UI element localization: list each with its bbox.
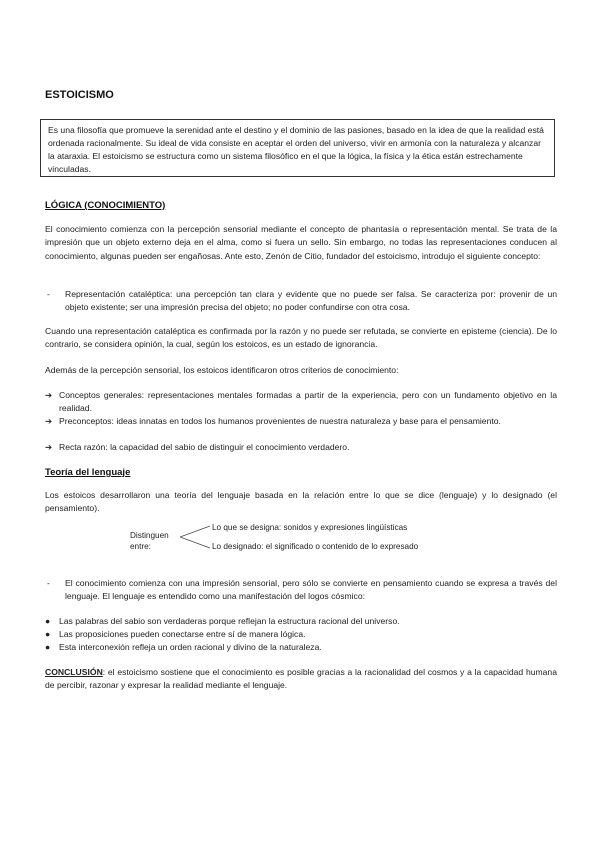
arrow-icon: ➔ [45, 416, 53, 426]
logos-point-text: Las proposiciones pueden conectarse entre sí de manera lógica. [59, 629, 306, 639]
diagram-branch-2: Lo designado: el significado o contenido de lo expresado [212, 542, 419, 551]
diagram-left-label: Distinguen entre: [130, 531, 169, 551]
distinction-diagram [130, 520, 460, 556]
logos-point-text: Esta interconexión refleja un orden racional y divino de la naturaleza. [59, 642, 322, 652]
arrow-icon: ➔ [45, 442, 53, 452]
intro-box [40, 119, 555, 177]
lenguaje-paragraph-1: Los estoicos desarrollaron una teoría del lenguaje basada en la relación entre lo que se dice (lenguaje) y lo designado (el pensamiento). [45, 490, 557, 514]
branch-lines [180, 524, 212, 550]
logica-paragraph-1: El conocimiento comienza con la percepción sensorial mediante el concepto de phantasía o representación mental. Se trata de la impresión que un objeto externo deja en el alma, como si fuera un sello. Sin embargo, no todas las representaciones conducen al conocimiento, algunas pueden ser engañosas. Ante esto, Zenón de Citio, fundador del estoicismo, introdujo el siguiente concepto: [45, 224, 557, 261]
section-heading-logica: LÓGICA (CONOCIMIENTO) [45, 200, 166, 211]
bullet-dot-icon: ● [45, 616, 51, 626]
arrow-icon: ➔ [45, 390, 53, 400]
dash-mark: - [47, 578, 50, 588]
conclusion-paragraph [45, 666, 557, 693]
logica-paragraph-3: Además de la percepción sensorial, los estoicos identificaron otros criterios de conocimiento: [45, 365, 399, 375]
page-title: ESTOICISMO [45, 89, 114, 101]
conclusion-text: : el estoicismo sostiene que el conocimiento es posible gracias a la racionalidad del cosmos y a la capacidad humana de percibir, razonar y expresar la realidad mediante el lenguaje. [45, 667, 557, 691]
criteria-text: Conceptos generales: representaciones mentales formadas a partir de la experiencia, pero con un fundamento objetivo en la realidad. [59, 390, 557, 413]
bullet-dot-icon: ● [45, 642, 51, 652]
section-heading-lenguaje: Teoría del lenguaje [45, 467, 131, 478]
bullet-dot-icon: ● [45, 629, 51, 639]
conclusion-label: CONCLUSIÓN [45, 667, 103, 677]
criteria-text: Recta razón: la capacidad del sabio de distinguir el conocimiento verdadero. [59, 442, 350, 452]
dash-mark: - [47, 289, 50, 299]
diagram-branch-1: Lo que se designa: sonidos y expresiones lingüísticas [212, 523, 408, 532]
criteria-text: Preconceptos: ideas innatas en todos los humanos provenientes de nuestra naturaleza y base para el pensamiento. [59, 416, 501, 426]
logica-paragraph-2: Cuando una representación cataléptica es confirmada por la razón y no puede ser refutada, se convierte en episteme (ciencia). De lo contrario, se considera opinión, la cual, según los estoicos, es un estado de ignorancia. [45, 326, 557, 350]
dash-item-text: Representación cataléptica: una percepción tan clara y evidente que no puede ser falsa. Se caracteriza por: provenir de un objeto existente; ser una impresión precisa del objeto; no poder confundirse con otra cosa. [65, 289, 557, 312]
logos-point-text: Las palabras del sabio son verdaderas porque reflejan la estructura racional del universo. [59, 616, 400, 626]
dash-item-text: El conocimiento comienza con una impresión sensorial, pero sólo se convierte en pensamiento cuando se expresa a través del lenguaje. El lenguaje es entendido como una manifestación del logos cósmico: [65, 578, 557, 601]
intro-text: Es una filosofía que promueve la serenidad ante el destino y el dominio de las pasiones, basado en la idea de que la realidad está ordenada racionalmente. Su ideal de vida consiste en aceptar el orden del universo, vivir en armonía con la naturaleza y alcanzar la ataraxia. El estoicismo se estructura como un sistema filosófico en el que la lógica, la física y la ética están estrechamente vinculadas. [48, 125, 544, 174]
